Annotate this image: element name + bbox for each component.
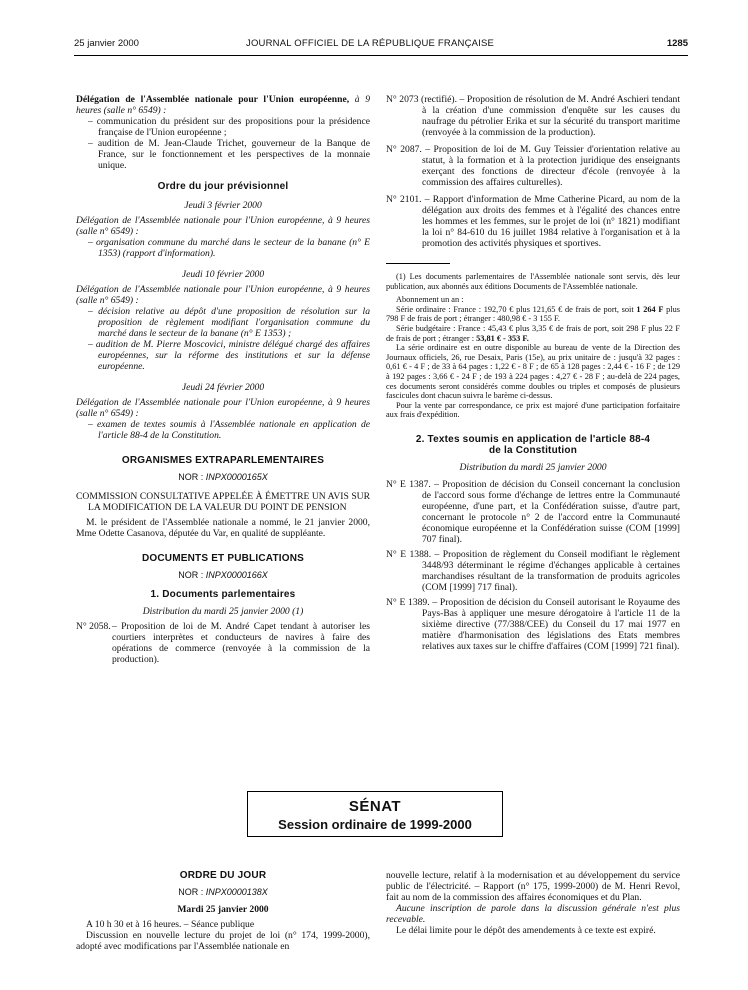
- footnote-rule: [386, 263, 450, 264]
- document-item: N° 2073 (rectifié). – Proposition de résolution de M. André Aschieri tendant à la création d'une commission d'enquête sur les causes du naufrage du pétrolier Erika et sur la sécurité du transport maritime (renvoyée à la commission de la production).: [386, 94, 680, 138]
- list-item: – décision relative au dépôt d'une proposition de résolution sur la proposition de règlement modifiant l'organisation commune du marché dans le secteur de la banane (n° E 1353) ;: [88, 306, 370, 339]
- delegation-paragraph: Délégation de l'Assemblée nationale pour l'Union européenne, à 9 heures (salle n° 6549) :: [76, 215, 370, 237]
- nor-reference: NOR : INPX0000166X: [178, 570, 268, 580]
- list-item: – communication du président sur des propositions pour la présidence française de l'Union européenne ;: [88, 116, 370, 138]
- document-item: N° E 1387. – Proposition de décision du Conseil concernant la conclusion de l'accord sous forme d'échange de lettres entre la Communauté européenne, d'une part, et la Confédération suisse, d'autre part, concernant le protocole n° 2 de l'accord entre la Communauté économique européenne et la Confédération suisse (COM [1999] 707 final).: [386, 478, 681, 545]
- right-column: [386, 94, 680, 652]
- journal-title: JOURNAL OFFICIEL DE LA RÉPUBLIQUE FRANÇAISE: [246, 38, 495, 49]
- document-item: N° 2058.– Proposition de loi de M. André Capet tendant à autoriser les courtiers interprètes et conducteurs de navires à faire des opérations de commerce (renvoyée à la commission de la production).: [76, 621, 370, 665]
- subsection-heading: 2. Textes soumis en application de l'article 88-4 de la Constitution: [415, 433, 651, 456]
- date-heading: Jeudi 24 février 2000: [181, 382, 265, 393]
- list-item: – audition de M. Jean-Claude Trichet, gouverneur de la Banque de France, sur le fonctionnement et les perspectives de la monnaie unique.: [88, 138, 370, 171]
- nor-reference: NOR : INPX0000138X: [178, 887, 268, 897]
- section-heading-documents: DOCUMENTS ET PUBLICATIONS: [141, 553, 305, 564]
- document-item: N° E 1389. – Proposition de décision du Conseil autorisant le Royaume des Pays-Bas à appliquer une mesure dérogatoire à l'article 11 de la sixième directive (77/388/CEE) du Conseil du 17 mai 1977 en matière d'harmonisation des législations des Etats membres relatives aux taxes sur le chiffre d'affaires (COM [1999] 721 final).: [386, 596, 681, 652]
- section-heading-organismes: ORGANISMES EXTRAPARLEMENTAIRES: [121, 455, 325, 466]
- document-item: N° E 1388. – Proposition de règlement du Conseil modifiant le règlement 3448/93 déterminant le régime d'échanges applicable à certaines marchandises résultant de la transformation de produits agricoles (COM [1999] 717 final).: [386, 548, 680, 593]
- page-header: [74, 38, 688, 52]
- distribution-date: Distribution du mardi 25 janvier 2000 (1): [142, 606, 304, 617]
- document-item: N° 2101. – Rapport d'information de Mme Catherine Picard, au nom de la délégation aux droits des femmes et à l'égalité des chances entre les hommes et les femmes, sur le projet de loi (n° 1821) modifiant la loi n° 84-610 du 16 juillet 1984 relative à l'organisation et à la promotion des activités physiques et sportives.: [386, 194, 680, 249]
- delegation-paragraph: Délégation de l'Assemblée nationale pour l'Union européenne, à 9 heures (salle n° 6549) :: [76, 397, 370, 419]
- date-heading: Jeudi 3 février 2000: [184, 200, 262, 211]
- body-paragraph: Le délai limite pour le dépôt des amendements à ce texte est expiré.: [396, 925, 656, 936]
- body-paragraph: Aucune inscription de parole dans la discussion générale n'est plus recevable.: [386, 903, 680, 925]
- footnote: Abonnement un an :: [396, 295, 464, 305]
- nor-reference: NOR : INPX0000165X: [178, 472, 268, 482]
- list-item: – organisation commune du marché dans le secteur de la banane (n° E 1353) (rapport d'information).: [88, 237, 370, 259]
- senat-banner: [247, 791, 503, 837]
- list-item: – examen de textes soumis à l'Assemblée nationale en application de l'article 88-4 de la Constitution.: [88, 419, 370, 441]
- subsection-heading: 1. Documents parlementaires: [150, 589, 296, 600]
- list-item: – audition de M. Pierre Moscovici, ministre délégué chargé des affaires européennes, sur la réforme des institutions et sur la défense européenne.: [88, 339, 370, 372]
- delegation-paragraph: Délégation de l'Assemblée nationale pour l'Union européenne, à 9 heures (salle n° 6549) :: [76, 284, 370, 306]
- left-column: [76, 94, 370, 665]
- body-paragraph: Discussion en nouvelle lecture du projet de loi (n° 174, 1999-2000), adopté avec modifications par l'Assemblée nationale en: [76, 930, 370, 952]
- page-number: 1285: [666, 38, 688, 49]
- delegation-paragraph: Délégation de l'Assemblée nationale pour l'Union européenne, à 9 heures (salle n° 6549) :: [76, 94, 370, 116]
- section-heading-odj: Ordre du jour prévisionnel: [157, 181, 289, 192]
- bottom-right-column: [386, 870, 680, 936]
- senat-session: Session ordinaire de 1999-2000: [278, 817, 472, 832]
- session-date: Mardi 25 janvier 2000: [177, 904, 269, 915]
- document-item: N° 2087. – Proposition de loi de M. Guy Teissier d'orientation relative au statut, à la formation et à la protection juridique des enseignants exerçant des fonctions de directeur d'école (renvoyée à la commission des affaires culturelles).: [386, 144, 680, 188]
- session-hours: A 10 h 30 et à 16 heures. – Séance publique: [86, 919, 255, 930]
- footnote: La série ordinaire est en outre disponible au bureau de vente de la Direction des Journaux officiels, 26, rue Desaix, Paris (15e), au prix unitaire de : jusqu'à 32 pages : 0,61 € - 4 F ; de 33 à 64 pages : 1,22 € - 8 F ; de 65 à 128 pages : 2,44 € - 16 F ; de 129 à 192 pages : 3,66 € - 24 F ; de 193 à 224 pages : 4,27 € - 28 F ; au-delà de 224 pages, ces documents seront considérés comme doubles ou triples et composés de plusieurs fascicules dont chacun suivra le barème ci-dessus.: [386, 343, 680, 401]
- header-date: 25 janvier 2000: [74, 38, 139, 49]
- senat-title: SÉNAT: [348, 798, 402, 815]
- footnote: Série budgétaire : France : 45,43 € plus 3,35 € de frais de port, soit 298 F plus 22 F de frais de port ; étranger : 53,81 € - 353 F.: [386, 323, 680, 343]
- commission-title: COMMISSION CONSULTATIVE APPELÉE À ÉMETTRE UN AVIS SUR LA MODIFICATION DE LA VALEUR DU POINT DE PENSION: [76, 491, 370, 513]
- header-rule: [74, 55, 688, 56]
- footnote: Série ordinaire : France : 192,70 € plus 121,65 € de frais de port, soit 1 264 F plus 798 F de frais de port ; étranger : 480,98 € - 3 155 F.: [386, 304, 680, 324]
- footnote: (1) Les documents parlementaires de l'Assemblée nationale sont servis, dès leur publication, aux abonnés aux éditions Documents de l'Assemblée nationale.: [386, 272, 680, 291]
- body-paragraph: nouvelle lecture, relatif à la modernisation et au développement du service public de l'électricité. – Rapport (n° 175, 1999-2000) de M. Henri Revol, fait au nom de la commission des affaires économiques et du Plan.: [386, 870, 680, 903]
- body-paragraph: M. le président de l'Assemblée nationale a nommé, le 21 janvier 2000, Mme Odette Casanova, députée du Var, en qualité de suppléante.: [76, 517, 370, 539]
- date-heading: Jeudi 10 février 2000: [181, 269, 265, 280]
- footnote: Pour la vente par correspondance, ce prix est majoré d'une participation forfaitaire aux frais d'expédition.: [386, 400, 680, 420]
- section-heading-ordre-du-jour: ORDRE DU JOUR: [179, 870, 267, 881]
- distribution-date: Distribution du mardi 25 janvier 2000: [459, 461, 607, 473]
- bottom-left-column: [76, 870, 370, 952]
- footnote-block: [386, 272, 680, 420]
